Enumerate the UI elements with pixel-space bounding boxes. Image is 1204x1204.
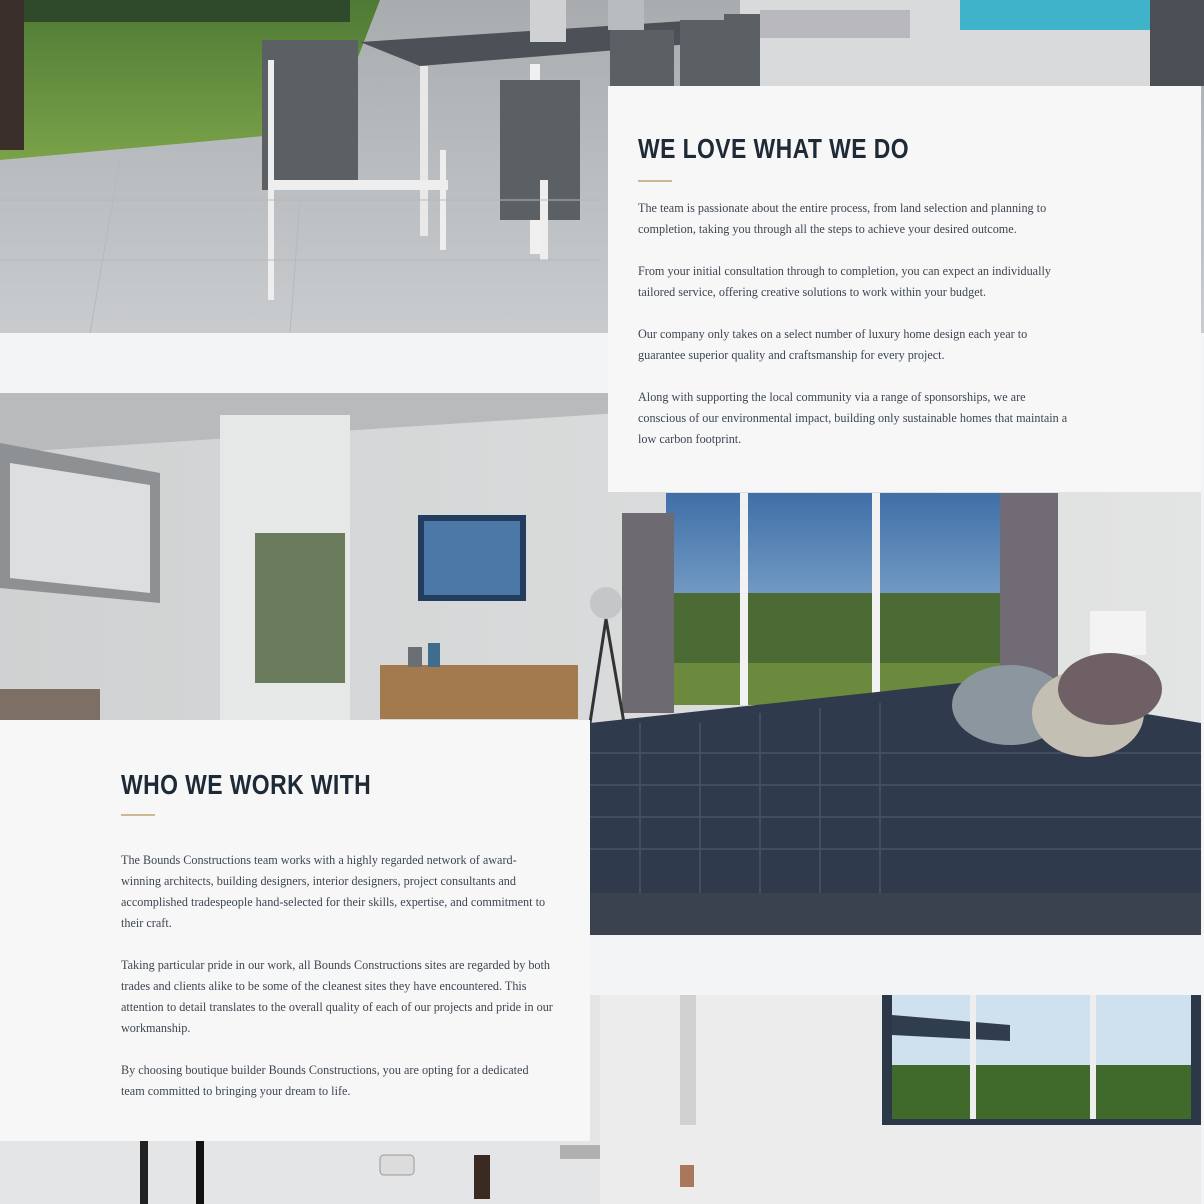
heading-accent-rule [121,814,155,816]
love-paragraph-2: From your initial consultation through to completion, you can expect an individually tailored service, offering creative solutions to work within your budget. [638,264,1051,299]
who-we-work-with-heading: WHO WE WORK WITH [121,769,372,800]
work-paragraph-1: The Bounds Constructions team works with a highly regarded network of award-winning architects, building designers, interior designers, project consultants and accomplished tradespeople hand-selected for their skills, expertise, and commitment to their craft. [121,853,546,930]
work-paragraph-2: Taking particular pride in our work, all Bounds Constructions sites are regarded by both trades and clients alike to be some of the cleanest sites they have encountered. This attention to detail translates to the overall quality of each of our projects and pride in our workmanship. [121,958,553,1035]
we-love-what-we-do-panel [608,86,1201,492]
we-love-what-we-do-body [638,198,1070,450]
we-love-what-we-do-heading: WE LOVE WHAT WE DO [638,133,909,164]
who-we-work-with-panel [0,720,590,1141]
love-paragraph-4: Along with supporting the local community via a range of sponsorships, we are conscious of our environmental impact, building only sustainable homes that maintain a low carbon footprint. [638,390,1068,446]
who-we-work-with-body [121,850,553,1102]
work-paragraph-3: By choosing boutique builder Bounds Constructions, you are opting for a dedicated team committed to bringing your dream to life. [121,1063,529,1098]
heading-accent-rule [638,180,672,182]
love-paragraph-1: The team is passionate about the entire process, from land selection and planning to completion, taking you through all the steps to achieve your desired outcome. [638,201,1047,236]
love-paragraph-3: Our company only takes on a select number of luxury home design each year to guarantee superior quality and craftsmanship for every project. [638,327,1028,362]
